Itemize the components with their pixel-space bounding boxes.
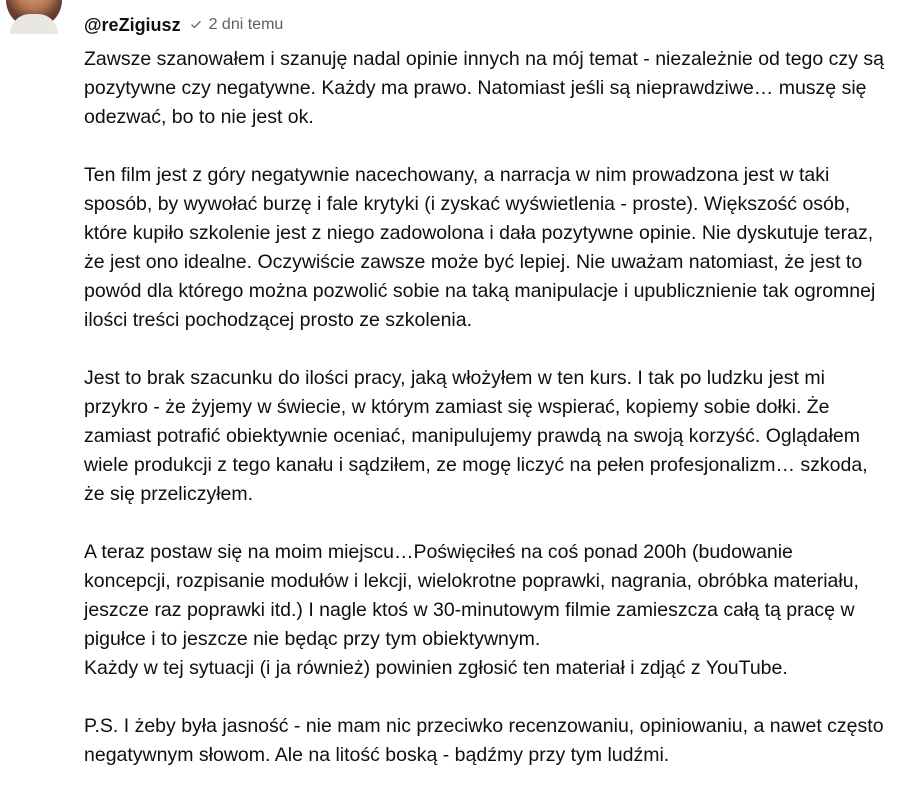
user-avatar[interactable] [6,0,62,28]
comment-text [84,45,884,799]
comment-paragraph-3: Jest to brak szacunku do ilości pracy, jaką włożyłem w ten kurs. I tak po ludzku jest mi przykro - że żyjemy w świecie, w którym zamiast się wspierać, kopiemy sobie dołki. Że zamiast potrafić obiektywnie oceniać, manipulujemy prawdą na swoją korzyść. Oglądałem wiele produkcji z tego kanału i sądziłem, ze mogę liczyć na pełen profesjonalizm… szkoda, że się przeliczyłem. [84,367,868,505]
comment-header [84,13,283,37]
comment-paragraph-4: A teraz postaw się na moim miejscu…Poświęciłeś na coś ponad 200h (budowanie koncepcji, rozpisanie modułów i lekcji, wielokrotne poprawki, nagrania, obróbka materiału, jeszcze raz poprawki itd.) I nagle ktoś w 30-minutowym filmie zamieszcza całą tą pracę w pigułce i to jeszcze nie będąc przy tym obiektywnym. Każdy w tej sytuacji (i ja również) powinien zgłosić ten materiał i zdjąć z YouTube. [84,541,859,679]
comment-timestamp[interactable]: 2 dni temu [208,16,284,33]
avatar-shirt [10,14,58,34]
comment-paragraph-1: Zawsze szanowałem i szanuję nadal opinie innych na mój temat - niezależnie od tego czy są pozytywne czy negatywne. Każdy ma prawo. Natomiast jeśli są nieprawdziwe… muszę się odezwać, bo to nie jest ok. [84,48,884,128]
comment-paragraph-5: P.S. I żeby była jasność - nie mam nic przeciwko recenzowaniu, opiniowaniu, a nawet często negatywnym słowom. Ale na litość boską - bądźmy przy tym ludźmi. [84,715,884,766]
checkmark-icon [189,18,203,32]
comment-author[interactable]: @reZigiusz [84,14,181,35]
comment-paragraph-2: Ten film jest z góry negatywnie nacechowany, a narracja w nim prowadzona jest w taki sposób, by wywołać burzę i fale krytyki (i zyskać wyświetlenia - proste). Większość osób, które kupiło szkolenie jest z niego zadowolona i dała pozytywne opinie. Nie dyskutuje teraz, że jest ono idealne. Oczywiście zawsze może być lepiej. Nie uważam natomiast, że jest to powód dla którego można pozwolić sobie na taką manipulacje i upublicznienie tak ogromnej ilości treści pochodzącej prosto ze szkolenia. [84,164,876,331]
